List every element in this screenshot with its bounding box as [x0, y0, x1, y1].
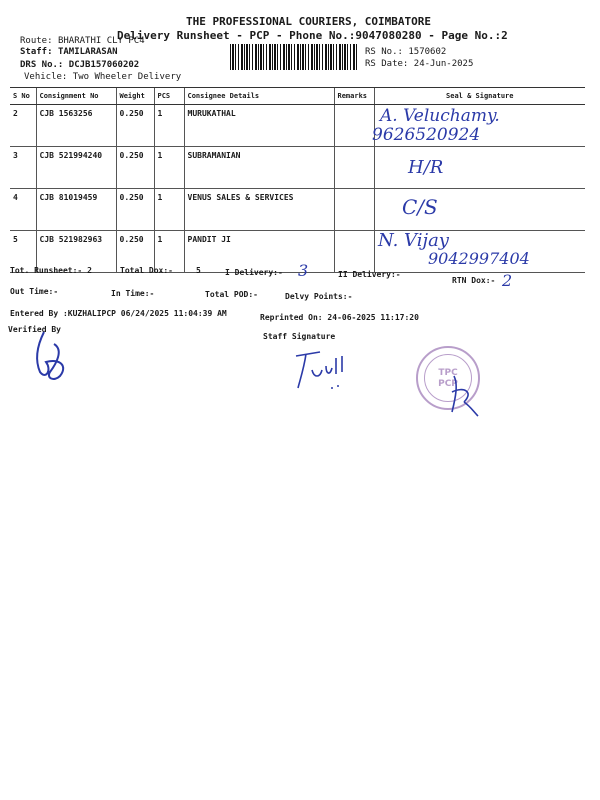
cell-consignment: CJB 81019459: [36, 189, 116, 231]
handwritten-rtn-count: 2: [502, 271, 513, 290]
cell-consignment: CJB 521994240: [36, 147, 116, 189]
staff-value: TAMILARASAN: [57, 47, 118, 57]
handwritten-delivery-count: 3: [298, 261, 309, 280]
cell-pcs: 1: [154, 231, 184, 273]
stamp-text: TPC PCP: [438, 368, 458, 389]
table-row: [10, 189, 585, 231]
cell-consignment: CJB 1563256: [36, 105, 116, 147]
col-sno: S No: [10, 88, 36, 105]
route-value: BHARATHI CLY PC4: [57, 36, 145, 46]
cell-consignee: MURUKATHAL: [184, 105, 334, 147]
cell-remarks: [334, 105, 374, 147]
entered-by: Entered By :KUZHALIPCP 06/24/2025 11:04:39 AM: [10, 309, 227, 318]
cell-pcs: 1: [154, 147, 184, 189]
handwritten-name-4: N. Vijay: [378, 230, 449, 251]
cell-sno: 3: [10, 147, 36, 189]
cell-sno: 5: [10, 231, 36, 273]
cell-pcs: 1: [154, 189, 184, 231]
cell-weight: 0.250: [116, 189, 154, 231]
handwritten-name-1: A. Veluchamy.: [380, 106, 500, 126]
drs-label: DRS No.:: [20, 60, 64, 70]
staff-line: [20, 47, 118, 57]
col-consignment: Consignment No: [36, 88, 116, 105]
total-dox-value: 5: [196, 266, 201, 275]
i-delivery-label: I Delivery:-: [225, 268, 283, 277]
col-consignee: Consignee Details: [184, 88, 334, 105]
cell-sno: 2: [10, 105, 36, 147]
table-row: [10, 147, 585, 189]
handwritten-mark-3: C/S: [402, 195, 438, 219]
cell-remarks: [334, 231, 374, 273]
cell-consignee: SUBRAMANIAN: [184, 147, 334, 189]
staff-label: Staff:: [20, 47, 53, 57]
handwritten-phone-1: 9626520924: [372, 125, 481, 145]
col-pcs: PCS: [154, 88, 184, 105]
rs-date-line: [365, 59, 473, 69]
col-weight: Weight: [116, 88, 154, 105]
vehicle-label: Vehicle:: [24, 72, 68, 82]
ii-delivery-label: II Delivery:-: [338, 270, 401, 279]
rtn-dox-label: RTN Dox:-: [452, 276, 496, 285]
in-time-label: In Time:-: [111, 289, 155, 298]
route-line: [20, 36, 145, 46]
cell-remarks: [334, 189, 374, 231]
drs-line: [20, 60, 139, 70]
route-label: Route:: [20, 36, 53, 46]
verifier-signature-icon: [30, 328, 80, 384]
total-dox-label: Total Dox:-: [120, 266, 173, 275]
rs-no-label: RS No.:: [365, 47, 403, 57]
rs-date-label: RS Date:: [365, 59, 409, 69]
verified-by-label: Verified By: [8, 325, 61, 334]
cell-consignee: PANDIT JI: [184, 231, 334, 273]
cell-signature: [374, 147, 585, 189]
vehicle-line: [24, 72, 181, 82]
cell-consignee: VENUS SALES & SERVICES: [184, 189, 334, 231]
handwritten-phone-4: 9042997404: [428, 249, 530, 268]
rs-no-line: [365, 47, 446, 57]
rs-date-value: 24-Jun-2025: [413, 59, 474, 69]
cell-weight: 0.250: [116, 105, 154, 147]
table-header-row: [10, 88, 585, 105]
cell-weight: 0.250: [116, 147, 154, 189]
cell-consignment: CJB 521982963: [36, 231, 116, 273]
delvy-points-label: Delvy Points:-: [285, 292, 353, 301]
drs-value: DCJB157060202: [68, 60, 140, 70]
cell-weight: 0.250: [116, 231, 154, 273]
stamp-initial-icon: [444, 372, 480, 418]
vehicle-value: Two Wheeler Delivery: [72, 72, 182, 82]
cell-sno: 4: [10, 189, 36, 231]
out-time-label: Out Time:-: [10, 287, 59, 296]
tot-runsheet: Tot. Runsheet:- 2: [10, 266, 92, 275]
barcode: [230, 44, 358, 70]
staff-signature-label: Staff Signature: [263, 332, 336, 341]
total-pod-label: Total POD:-: [205, 290, 258, 299]
cell-remarks: [334, 147, 374, 189]
staff-signature-icon: [292, 348, 352, 394]
runsheet-title: Delivery Runsheet - PCP - Phone No.:9047080280 - Page No.:2: [117, 29, 508, 42]
col-remarks: Remarks: [334, 88, 374, 105]
handwritten-mark-2: H/R: [408, 157, 444, 178]
rs-no-value: 1570602: [408, 47, 447, 57]
cell-pcs: 1: [154, 105, 184, 147]
company-title: THE PROFESSIONAL COURIERS, COIMBATORE: [186, 15, 432, 28]
reprinted-on: Reprinted On: 24-06-2025 11:17:20: [260, 313, 419, 322]
col-seal-signature: Seal & Signature: [374, 88, 585, 105]
